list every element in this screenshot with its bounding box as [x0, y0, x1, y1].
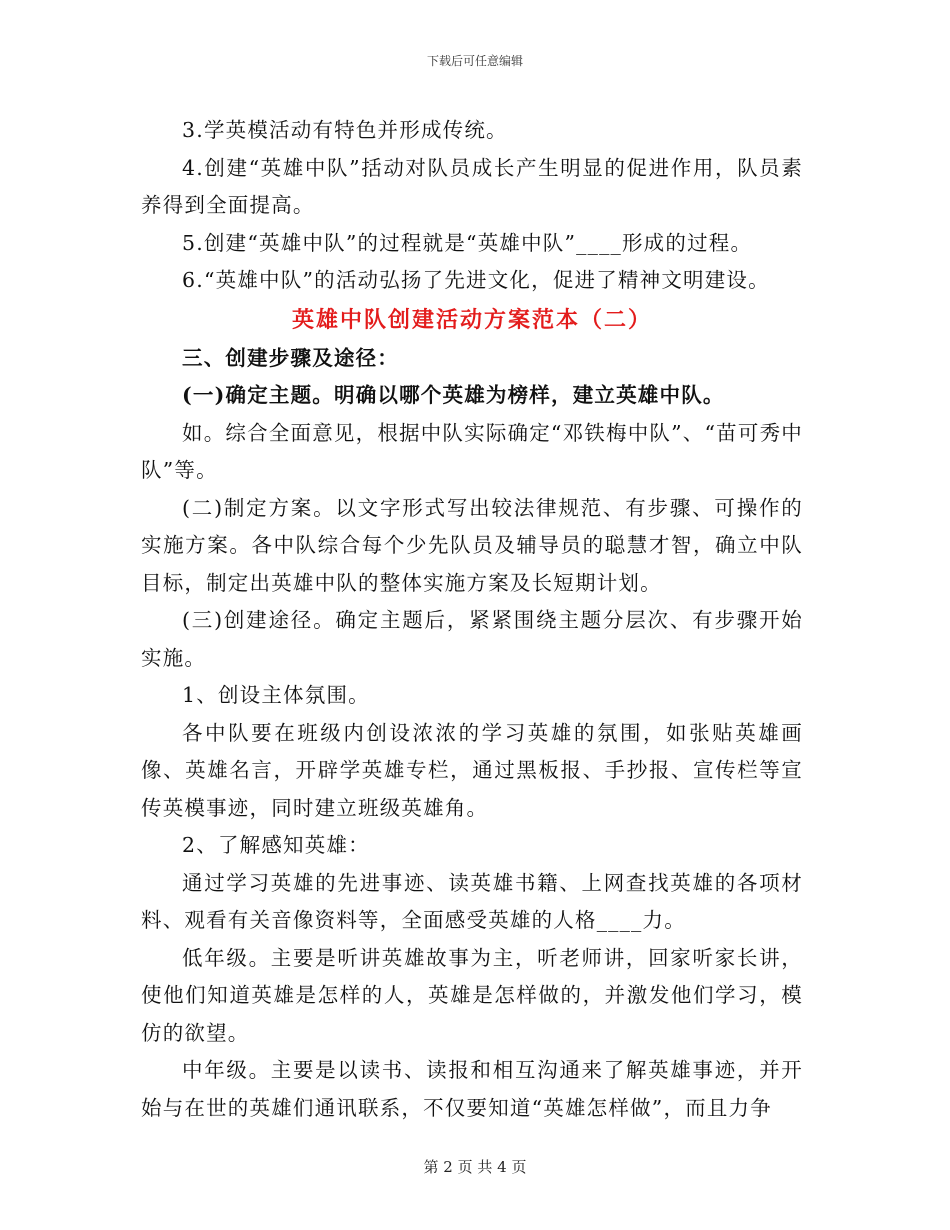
step-2-text: (二)制定方案。以文字形式写出较法律规范、有步骤、可操作的实施方案。各中队综合每个少先队员及辅导员的聪慧才智，确立中队目标，制定出英雄中队的整体实施方案及长短期计划。	[141, 495, 803, 595]
low-grade-text: 低年级。主要是听讲英雄故事为主，听老师讲，回家听家长讲，使他们知道英雄是怎样的人，英雄是怎样做的，并激发他们学习，模仿的欲望。	[141, 945, 803, 1045]
paragraph-item-5: 5.创建“英雄中队”的过程就是“英雄中队”____形成的过程。	[182, 230, 753, 255]
step-1-heading: (一)确定主题。明确以哪个英雄为榜样，建立英雄中队。	[182, 383, 725, 407]
paragraph-item-6: 6.“英雄中队”的活动弘扬了先进文化，促进了精神文明建设。	[182, 268, 770, 292]
item-2-text: 通过学习英雄的先进事迹、读英雄书籍、上网查找英雄的各项材料、观看有关音像资料等，全面感受英雄的人格____力。	[141, 870, 803, 932]
item-2-heading: 2、了解感知英雄：	[182, 833, 370, 857]
paragraph-item-3: 3.学英模活动有特色并形成传统。	[182, 118, 508, 142]
page-header-note: 下载后可任意编辑	[426, 54, 523, 68]
item-1-heading: 1、创设主体氛围。	[182, 683, 370, 707]
mid-grade-text: 中年级。主要是以读书、读报和相互沟通来了解英雄事迹，并开始与在世的英雄们通讯联系，不仅要知道“英雄怎样做”，而且力争	[141, 1058, 803, 1120]
document-body	[141, 112, 803, 1127]
section-heading: 三、创建步骤及途径：	[182, 345, 399, 370]
step-1-text: 如。综合全面意见，根据中队实际确定“邓铁梅中队”、“苗可秀中队”等。	[141, 420, 803, 482]
step-3-text: (三)创建途径。确定主题后，紧紧围绕主题分层次、有步骤开始实施。	[141, 608, 803, 670]
item-1-text: 各中队要在班级内创设浓浓的学习英雄的氛围，如张贴英雄画像、英雄名言，开辟学英雄专栏，通过黑板报、手抄报、宣传栏等宣传英模事迹，同时建立班级英雄角。	[141, 720, 803, 820]
paragraph-item-4: 4.创建“英雄中队”括动对队员成长产生明显的促进作用，队员素养得到全面提高。	[141, 155, 803, 217]
document-title: 英雄中队创建活动方案范本（二）	[291, 306, 652, 333]
page-footer-number: 第 2 页 共 4 页	[423, 1158, 527, 1176]
